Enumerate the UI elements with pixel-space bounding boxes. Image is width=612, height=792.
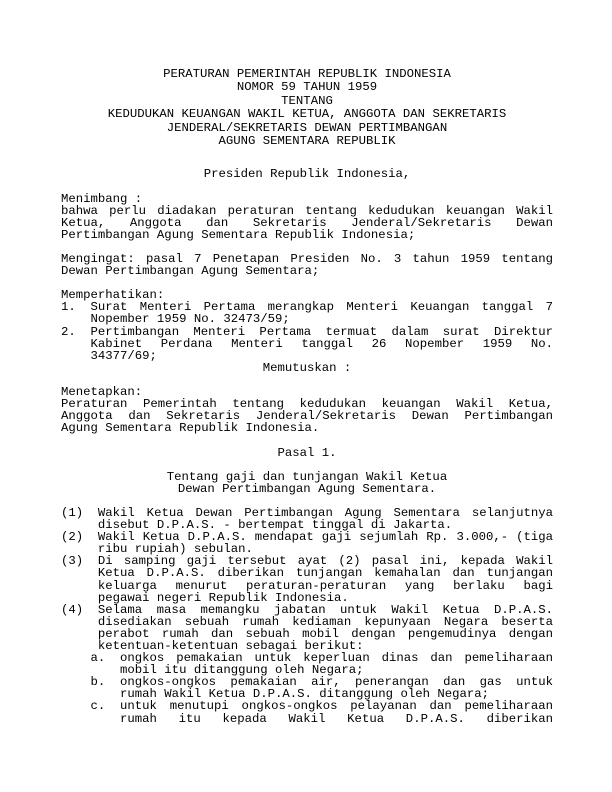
regulation-subject-line-1-text: KEDUDUKAN KEUANGAN WAKIL KETUA, ANGGOTA DAN SEKRETARIS — [107, 107, 507, 122]
memperhatikan-item-2-line-3-text: 34377/69; — [90, 348, 157, 363]
menetapkan-line-1-text: Peraturan Pemerintah tentang kedudukan keuangan Wakil Ketua, — [61, 397, 553, 412]
memperhatikan-item-2-line-1-marker: 2. — [61, 324, 76, 339]
presiden-heading-text: Presiden Republik Indonesia, — [203, 167, 411, 182]
pasal-1-subtitle-line-2 — [61, 483, 553, 495]
regulation-number-text: NOMOR 59 TAHUN 1959 — [236, 80, 378, 95]
sub-item-a-line-2-text: mobil itu ditanggung oleh Negara; — [120, 663, 364, 678]
pasal-1-heading — [61, 447, 553, 459]
blank-line — [61, 148, 553, 158]
sub-item-b-line-2-text: rumah Wakil Ketua D.P.A.S. ditanggung oleh Negara; — [120, 687, 489, 702]
ayat-3-line-2-text: Ketua D.P.A.S. diberikan tunjangan kemahalan dan tunjangan — [97, 566, 553, 581]
menimbang-line-3-text: Pertimbangan Agung Sementara Republik Indonesia; — [61, 227, 416, 242]
ayat-4-line-1-marker: (4) — [61, 602, 84, 617]
memutuskan-heading — [61, 362, 553, 374]
menetapkan-line-3 — [61, 422, 553, 434]
menimbang-line-2-text: Ketua, Anggota dan Sekretaris Jenderal/Sekretaris Dewan — [61, 215, 553, 230]
menimbang-label-text: Menimbang : — [61, 191, 143, 206]
menetapkan-line-3-text: Agung Sementara Republik Indonesia. — [61, 421, 320, 436]
sub-item-b-line-1-text: ongkos-ongkos pemakaian air, penerangan dan gas untuk — [120, 675, 553, 690]
ayat-3-line-1-marker: (3) — [61, 554, 84, 569]
regulation-number — [61, 81, 553, 94]
mengingat-line-2-text: Dewan Pertimbangan Agung Sementara; — [61, 264, 320, 279]
text-column — [61, 68, 553, 725]
ayat-1-line-1-text: Wakil Ketua Dewan Pertimbangan Agung Sementara selanjutnya — [97, 505, 553, 520]
tentang-label — [61, 95, 553, 108]
regulation-subject-line-3 — [61, 135, 553, 148]
ayat-4-line-4-text: ketentuan-ketentuan sebagai berikut: — [97, 639, 364, 653]
ayat-1-line-1-marker: (1) — [61, 505, 84, 520]
ayat-1-line-2-text: disebut D.P.A.S. - bertempat tinggal di Jakarta. — [97, 518, 453, 533]
regulation-subject-line-3-text: AGUNG SEMENTARA REPUBLIK — [218, 133, 396, 148]
presiden-heading — [61, 168, 553, 180]
ayat-3-line-1-text: Di samping gaji tersebut ayat (2) pasal ini, kepada Wakil — [97, 554, 553, 569]
ayat-4-line-1-text: Selama masa memangku jabatan untuk Wakil Ketua D.P.A.S. — [97, 602, 553, 617]
memutuskan-heading-text: Memutuskan : — [262, 360, 352, 375]
ayat-2-line-1-text: Wakil Ketua D.P.A.S. mendapat gaji sejumlah Rp. 3.000,- (tiga — [97, 530, 553, 545]
regulation-subject-line-2-text: JENDERAL/SEKRETARIS DEWAN PERTIMBANGAN — [166, 120, 448, 135]
menetapkan-label-text: Menetapkan: — [61, 385, 143, 400]
ayat-4-line-3-text: perabot rumah dan sebuah mobil dengan pengemudinya dengan — [97, 626, 553, 641]
ayat-2-line-2-text: ribu rupiah) sebulan. — [97, 542, 253, 557]
sub-item-c-line-2-text: rumah itu kepada Wakil Ketua D.P.A.S. diberikan — [120, 711, 553, 726]
ayat-3-line-3-text: keluarga menurut peraturan-peraturan yang berlaku bagi — [97, 578, 553, 593]
regulation-subject-line-1 — [61, 108, 553, 121]
menimbang-line-3 — [61, 229, 553, 241]
memperhatikan-item-2-line-2-text: Kabinet Perdana Menteri tanggal 26 Nopember 1959 No. — [90, 336, 553, 351]
ayat-3-line-4-text: pegawai negeri Republik Indonesia. — [97, 590, 349, 605]
regulation-title-text: PERATURAN PEMERINTAH REPUBLIK INDONESIA — [163, 67, 451, 81]
regulation-title — [61, 68, 553, 81]
pasal-1-subtitle-line-1-text: Tentang gaji dan tunjangan Wakil Ketua — [166, 469, 448, 484]
memperhatikan-item-1-line-2-text: Nopember 1959 No. 32473/59; — [90, 312, 290, 327]
mengingat-line-2 — [61, 265, 553, 277]
sub-item-c-line-1-marker: c. — [90, 699, 106, 714]
sub-item-b-line-1-marker: b. — [90, 675, 106, 690]
sub-item-c-line-2 — [61, 713, 553, 725]
sub-item-a-line-1-text: ongkos pemakaian untuk keperluan dinas dan pemeliharaan — [120, 651, 553, 666]
sub-item-a-line-1-marker: a. — [90, 651, 106, 666]
regulation-subject-line-2 — [61, 122, 553, 135]
ayat-2-line-1-marker: (2) — [61, 530, 84, 545]
ayat-4-line-2-text: disediakan sebuah rumah kediaman kepunyaan Negara beserta — [97, 614, 553, 629]
memperhatikan-item-2-line-1-text: Pertimbangan Menteri Pertama termuat dalam surat Direktur — [90, 324, 553, 339]
memperhatikan-label-text: Memperhatikan: — [61, 288, 165, 303]
memperhatikan-item-1-line-1-text: Surat Menteri Pertama merangkap Menteri Keuangan tanggal 7 — [90, 300, 553, 315]
tentang-label-text: TENTANG — [281, 93, 333, 108]
memperhatikan-item-1-line-1-marker: 1. — [61, 300, 76, 315]
pasal-1-subtitle-line-2-text: Dewan Pertimbangan Agung Sementara. — [177, 481, 437, 496]
menetapkan-line-2-text: Anggota dan Sekretaris Jenderal/Sekretaris Dewan Pertimbangan — [61, 409, 553, 424]
sub-item-c-line-1-text: untuk menutupi ongkos-ongkos pelayanan dan pemeliharaan — [120, 699, 553, 714]
pasal-1-heading-text: Pasal 1. — [277, 445, 337, 460]
mengingat-line-1-text: Mengingat: pasal 7 Penetapan Presiden No. 3 tahun 1959 tentang — [61, 252, 553, 266]
menimbang-line-1-text: bahwa perlu diadakan peraturan tentang kedudukan keuangan Wakil — [61, 203, 553, 218]
